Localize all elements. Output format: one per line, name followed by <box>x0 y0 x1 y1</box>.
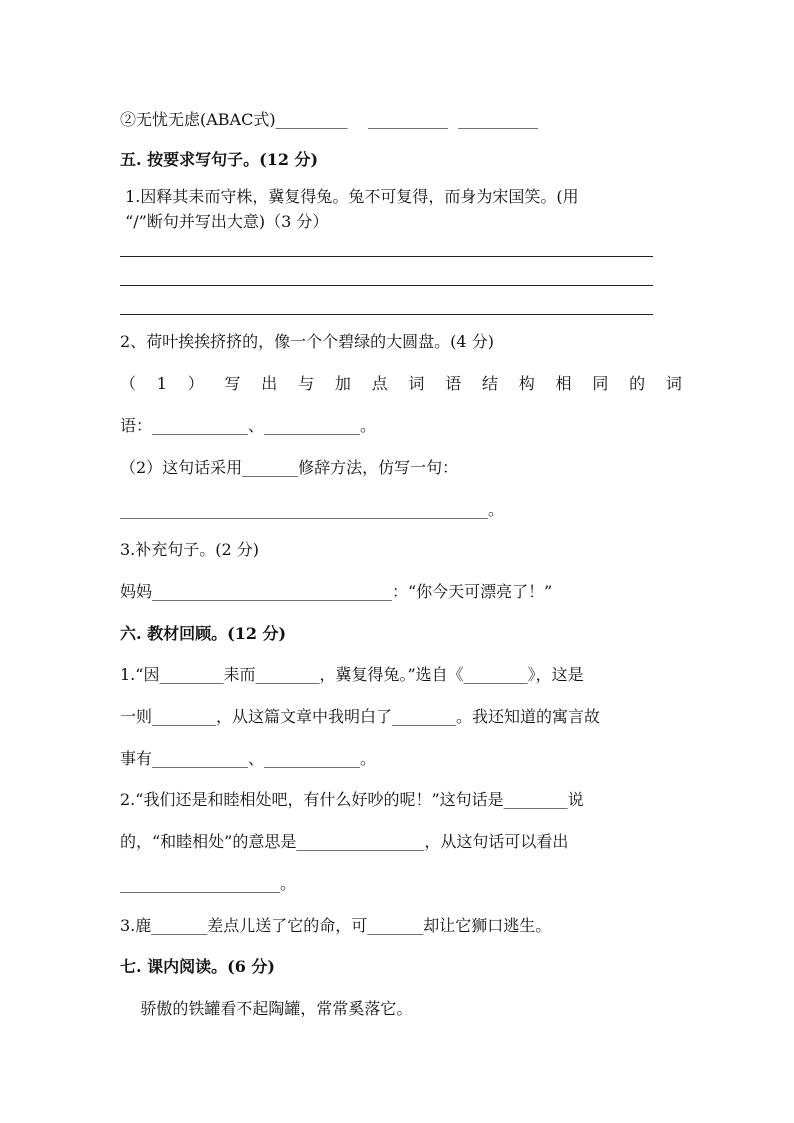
q2a-token: 词 <box>408 374 425 393</box>
idiom-abac-line: ②无忧无虑(ABAC式)_________ __________ __________ <box>120 110 539 129</box>
answer-rule-3 <box>120 314 653 315</box>
r1-line1: 1.“因________耒而________，冀复得兔。”选自《________》，这是 <box>120 665 584 684</box>
r2-line2: 的，“和睦相处”的意思是________________，从这句话可以看出 <box>120 832 569 851</box>
q1-prompt-line1: 1.因释其耒而守株，冀复得兔。兔不可复得，而身为宋国笑。(用 <box>120 187 579 206</box>
r3-line: 3.鹿_______差点儿送了它的命，可_______却让它狮口逃生。 <box>120 916 552 935</box>
section-6-heading: 六. 教材回顾。(12 分) <box>120 624 287 643</box>
q2a-token: 结 <box>481 374 498 393</box>
q2-subquestion-1-answer: 语：____________、____________。 <box>120 416 377 435</box>
q2a-token: 1 <box>156 374 167 393</box>
q2-subquestion-2-answer: ______________________________________________。 <box>120 500 505 519</box>
q3-prompt: 3.补充句子。(2 分) <box>120 540 260 559</box>
q2a-token: 词 <box>665 374 682 393</box>
q2a-token: 构 <box>518 374 535 393</box>
answer-rule-2 <box>120 285 653 286</box>
q1-prompt-line2: “/”断句并写出大意)（3 分） <box>120 212 329 231</box>
r1-line3: 事有____________、____________。 <box>120 749 377 768</box>
section-5-heading: 五. 按要求写句子。(12 分) <box>120 150 319 169</box>
q2a-token: 的 <box>629 374 646 393</box>
q2a-token: 加 <box>334 374 351 393</box>
q2a-token: 与 <box>298 374 315 393</box>
q2-subquestion-2: （2）这句话采用_______修辞方法，仿写一句： <box>120 458 459 477</box>
q2-subquestion-1 <box>120 374 682 394</box>
q2a-token: 相 <box>555 374 572 393</box>
q2a-token: ） <box>187 374 204 393</box>
q2-prompt: 2、荷叶挨挨挤挤的，像一个个碧绿的大圆盘。(4 分) <box>120 332 494 351</box>
q2a-token: 写 <box>224 374 241 393</box>
q2a-token: 同 <box>592 374 609 393</box>
reading-passage: 骄傲的铁罐看不起陶罐，常常奚落它。 <box>120 999 413 1018</box>
answer-rule-1 <box>120 256 653 257</box>
section-7-heading: 七. 课内阅读。(6 分) <box>120 957 275 976</box>
q2a-token: 语 <box>445 374 462 393</box>
q2a-token: 出 <box>261 374 278 393</box>
r2-line3: ____________________。 <box>120 874 297 893</box>
q2a-token: （ <box>120 374 137 393</box>
q2a-token: 点 <box>371 374 388 393</box>
r2-line1: 2.“我们还是和睦相处吧，有什么好吵的呢！”这句话是________说 <box>120 790 584 809</box>
r1-line2: 一则________，从这篇文章中我明白了________。我还知道的寓言故 <box>120 707 601 726</box>
q3-answer: 妈妈______________________________：“你今天可漂亮了！” <box>120 582 553 601</box>
